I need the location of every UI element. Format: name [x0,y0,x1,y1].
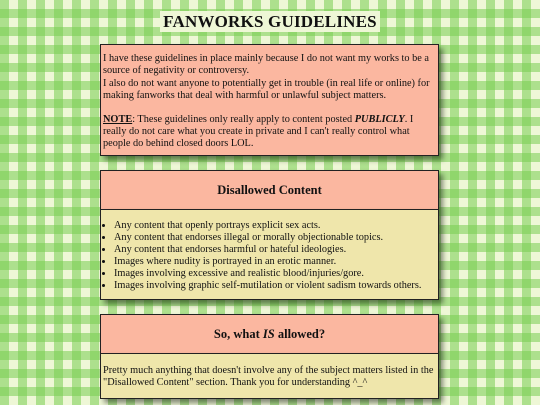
note-text-prefix: : These guidelines only really apply to content posted [132,113,355,125]
intro-paragraphs [103,53,435,103]
list-item: • Images where nudity is portrayed in an erotic manner. [114,256,435,268]
note-emphasis: PUBLICLY [354,113,405,125]
disallowed-list-box [100,209,439,300]
disallowed-list [101,220,435,292]
list-item: • Any content that endorses illegal or morally objectionable topics. [114,232,435,244]
intro-paragraph-1: I have these guidelines in place mainly because I do not want my works to be a source of negativity or controversy. [103,53,429,77]
intro-note [103,114,435,151]
allowed-heading-prefix: So, what [213,327,263,341]
list-item: • Any content that openly portrays explicit sex acts. [114,220,435,232]
note-text-suffix: . I really do not care what you create in private and I can't really control what people do behind closed doors LOL. [103,113,414,150]
allowed-heading-suffix: allowed? [274,327,326,341]
list-item: • Images involving excessive and realistic blood/injuries/gore. [114,268,435,280]
disallowed-heading: Disallowed Content [100,170,439,210]
list-item: • Any content that endorses harmful or hateful ideologies. [114,244,435,256]
list-item: • Images involving graphic self-mutilation or violent sadism towards others. [114,280,435,292]
allowed-heading-emphasis: IS [262,327,275,341]
page-title: FANWORKS GUIDELINES [0,12,540,32]
intro-paragraph-2: I also do not want anyone to potentially get in trouble (in real life or online) for making fanworks that deal with harmful or unlawful subject matters. [103,77,430,102]
allowed-body: Pretty much anything that doesn't involve any of the subject matters listed in the "Disallowed Content" section. Thank you for understanding ^_^ [100,353,439,399]
allowed-heading [100,314,439,354]
intro-box [100,44,439,156]
note-label: NOTE [103,113,133,125]
